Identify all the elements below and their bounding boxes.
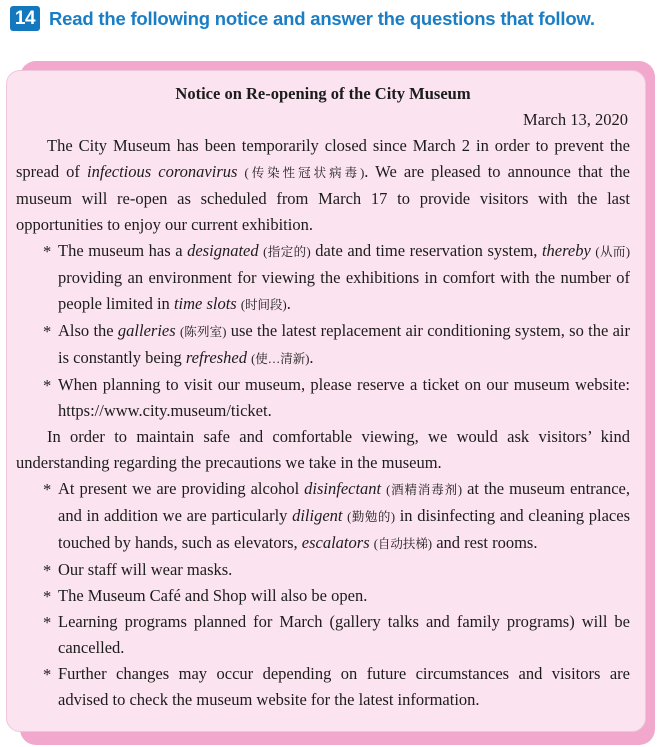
notice-bullet-masks	[16, 557, 630, 583]
bullet-asterisk: *	[43, 613, 52, 632]
bullet-asterisk: *	[43, 376, 52, 395]
bullet-text: Also the galleries (陈列室) use the latest replacement air conditioning system, so the air is constantly being refreshed (使…清新).	[58, 321, 630, 367]
notice-bullet-ticket-website	[16, 372, 630, 424]
bullet-text: At present we are providing alcohol disinfectant (酒精消毒剂) at the museum entrance, and in addition we are particularly diligent (勤勉的) in disinfecting and cleaning places touched by hands, such as elevators, escalators (自动扶梯) and rest rooms.	[58, 479, 630, 552]
notice-bullet-disinfectant	[16, 476, 630, 557]
bullet-text: The Museum Café and Shop will also be open.	[58, 586, 368, 605]
notice-bullet-cafe-shop	[16, 583, 630, 609]
notice-date: March 13, 2020	[523, 110, 628, 129]
bullet-asterisk: *	[43, 480, 52, 499]
bullet-asterisk: *	[43, 587, 52, 606]
bullet-text: The museum has a designated (指定的) date and time reservation system, thereby (从而) providing an environment for viewing the exhibitions in comfort with the number of people limited in time slots (时间段).	[58, 241, 631, 313]
question-header	[10, 6, 595, 31]
bullet-asterisk: *	[43, 665, 52, 684]
bullet-text: Learning programs planned for March (gallery talks and family programs) will be cancelled.	[58, 612, 630, 657]
bullet-text: Our staff will wear masks.	[58, 560, 233, 579]
notice-card	[6, 70, 646, 732]
bullet-asterisk: *	[43, 561, 52, 580]
notice-bullet-air-conditioning	[16, 318, 630, 372]
notice-bullet-reservation	[16, 238, 630, 318]
question-number-badge: 14	[10, 6, 40, 31]
notice-title: Notice on Re-opening of the City Museum	[175, 84, 471, 103]
bullet-text: When planning to visit our museum, please reserve a ticket on our museum website: https://www.city.museum/ticket.	[58, 375, 630, 420]
notice-bullet-further-changes	[16, 661, 630, 713]
notice-precautions-paragraph: In order to maintain safe and comfortable viewing, we would ask visitors’ kind understanding regarding the precautions we take in the museum.	[16, 427, 630, 472]
bullet-text: Further changes may occur depending on future circumstances and visitors are advised to check the museum website for the latest information.	[58, 664, 630, 709]
notice-bullet-programs-cancelled	[16, 609, 630, 661]
question-instruction: Read the following notice and answer the questions that follow.	[49, 7, 595, 29]
notice-intro-paragraph: The City Museum has been temporarily closed since March 2 in order to prevent the spread of infectious coronavirus (传染性冠状病毒). We are pleased to announce that the museum will re-open as scheduled from March 17 to provide visitors with the last opportunities to enjoy our current exhibition.	[16, 136, 630, 234]
bullet-asterisk: *	[43, 242, 52, 261]
bullet-asterisk: *	[43, 322, 52, 341]
